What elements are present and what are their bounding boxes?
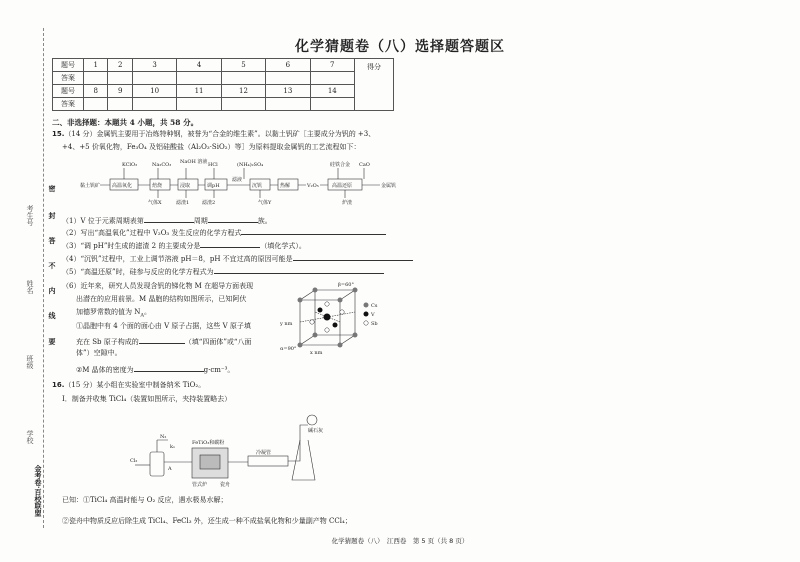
- crystal-cell-diagram: [280, 280, 380, 360]
- section-heading: 二、非选择题：本题共 4 小题，共 58 分。: [52, 118, 199, 127]
- q15-p3-text-b: （填化学式）。: [260, 242, 306, 250]
- seal-char-7: 要: [48, 338, 57, 345]
- q15-p6e-text-b: （填“四面体”或“八面: [184, 338, 252, 346]
- app-a: A: [168, 466, 172, 472]
- label-candidate-no: 考生号: [26, 205, 34, 226]
- step-label: 高温还原: [332, 183, 353, 189]
- app-boat: 瓷舟: [220, 482, 231, 488]
- cell: 14: [310, 85, 354, 98]
- q15-line-2: +4、+5 价氧化物，Fe₃O₄ 及铝硅酸盐（Al₂O₃·SiO₂）等］为原料提取金属钒的工艺流程如下：: [62, 143, 361, 151]
- q15-part-3: [62, 240, 306, 251]
- q16-line-1: [52, 381, 205, 390]
- answer-cell[interactable]: [221, 98, 265, 111]
- table-head: 题号: [53, 59, 84, 72]
- binding-line: [43, 28, 44, 528]
- process-flowchart: [80, 158, 397, 210]
- q15-part-6b: 出潜在的应用前景。M 晶胞的结构如图所示，已知阿伏: [76, 295, 247, 303]
- q16-note-1: 已知：①TiCl₄ 高温时能与 O₂ 反应，遇水极易水解；: [62, 496, 228, 504]
- q15-p3-text: （3）“调 pH”时生成的滤渣 2 的主要成分是: [62, 242, 201, 250]
- app-lime: 碱石灰: [308, 428, 324, 434]
- edge-y: y nm: [280, 321, 293, 327]
- answer-cell[interactable]: [132, 98, 176, 111]
- answer-cell[interactable]: [177, 98, 221, 111]
- answer-cell[interactable]: [266, 98, 310, 111]
- q15-part-6c: 加德罗常数的值为 $N_A$。: [76, 308, 151, 319]
- answer-table: [52, 58, 394, 111]
- blank[interactable]: [208, 215, 258, 223]
- q15-p6c-end: 。: [143, 308, 151, 316]
- q15-part-6e: [76, 336, 251, 347]
- angle-beta: β=60°: [338, 282, 354, 288]
- label-name: 姓名: [26, 280, 34, 294]
- reagent-naoh: NaOH 溶液: [180, 159, 208, 165]
- app-tube: 管式炉: [192, 482, 208, 488]
- label-class: 班级: [26, 355, 34, 369]
- seal-char-4: 不: [48, 262, 57, 269]
- cell: 5: [221, 59, 265, 72]
- q15-p6g-text-b: g·cm⁻³。: [203, 366, 235, 374]
- out-gas-y: 气体Y: [258, 200, 272, 206]
- table-head: 答案: [53, 72, 84, 85]
- flow-start: 黏土钒矿: [80, 183, 101, 189]
- reagent-cao: CaO: [359, 162, 370, 168]
- q15-part-5: [62, 266, 384, 277]
- cell: 3: [132, 59, 176, 72]
- q15-part-6d: ①晶胞中有 4 个面的面心由 V 原子占据，这些 V 原子填: [76, 322, 251, 330]
- cell: 8: [84, 85, 108, 98]
- blank[interactable]: [200, 240, 260, 248]
- reagent-fesi: 硅铁合金: [330, 162, 351, 168]
- answer-cell[interactable]: [266, 72, 310, 85]
- q16-text-1: （15 分）某小组在实验室中制备纳米 TiO₂。: [64, 381, 206, 389]
- answer-cell[interactable]: [108, 72, 132, 85]
- q16-line-2: Ⅰ．制备并收集 TiCl₄（装置如图所示，夹持装置略去）: [62, 395, 232, 403]
- flow-filtrate: 滤液: [232, 177, 243, 183]
- q15-p2-text: （2）写出“高温氧化”过程中 V₂O₃ 发生反应的化学方程式: [62, 229, 242, 237]
- step-label: 热解: [280, 183, 291, 189]
- answer-cell[interactable]: [177, 72, 221, 85]
- reagent-nh4so4: (NH₄)₂SO₄: [237, 162, 264, 168]
- q16-note-2: ②瓷舟中物质反应后除生成 TiCl₄、FeCl₃ 外，还生成一种不成盐氧化物和少量副产物 CCl₄；: [62, 517, 352, 525]
- cell: 1: [84, 59, 108, 72]
- q15-p1-text-b: 周期: [193, 217, 208, 225]
- brand-label: 金考卷·百校联盟: [34, 465, 43, 517]
- answer-cell[interactable]: [310, 98, 354, 111]
- q15-p6e-text: 充在 Sb 原子构成的: [76, 338, 139, 346]
- step-label: 调pH: [207, 183, 220, 189]
- cell: 10: [132, 85, 176, 98]
- q15-p5-text: （5）“高温还原”时，硅参与反应的化学方程式为: [62, 268, 214, 276]
- step-label: 沉钒: [252, 183, 263, 189]
- out-residue-2: 滤渣2: [202, 200, 216, 206]
- out-residue-1: 滤渣1: [176, 200, 190, 206]
- q15-part-6g: [76, 364, 234, 375]
- app-cl2: Cl₂: [130, 458, 138, 464]
- q15-p6c-text: 加德罗常数的值为 N: [76, 308, 141, 316]
- blank[interactable]: [134, 364, 204, 372]
- blank[interactable]: [214, 266, 384, 274]
- label-school: 学校: [26, 430, 34, 444]
- reagent-na2co3: Na₂CO₃: [152, 162, 172, 168]
- app-k1: k₁: [170, 444, 176, 450]
- out-gas-x: 气体X: [148, 200, 162, 206]
- cell: 11: [177, 85, 221, 98]
- q15-part-4: [62, 253, 413, 264]
- q15-text-1: （14 分）金属钒主要用于冶炼特种钢，被誉为“合金的维生素”。以黏土钒矿［主要成分为钒的 +3、: [64, 130, 376, 138]
- table-head: 答案: [53, 98, 84, 111]
- step-label: 焙烧: [152, 183, 163, 189]
- q15-part-2: [62, 227, 386, 238]
- answer-cell[interactable]: [84, 72, 108, 85]
- cell: 2: [108, 59, 132, 72]
- answer-cell[interactable]: [221, 72, 265, 85]
- flow-v2o5: V₂O₅: [307, 183, 319, 189]
- q15-part-1: [62, 215, 272, 226]
- step-label: 高温氧化: [112, 183, 133, 189]
- reagent-kclo3: KClO₃: [122, 162, 138, 168]
- seal-char-5: 内: [48, 287, 57, 294]
- cell: 6: [266, 59, 310, 72]
- cell: 7: [310, 59, 354, 72]
- seal-char-1: 密: [48, 185, 57, 192]
- step-label: 浸取: [180, 183, 191, 189]
- angle-alpha: α=90°: [280, 346, 297, 352]
- edge-x: x nm: [310, 350, 323, 356]
- score-cell: 得分: [355, 59, 394, 111]
- app-mix: FeTiO₃和碳粉: [192, 440, 225, 446]
- blank[interactable]: [139, 336, 185, 344]
- app-cond: 冷凝管: [256, 450, 272, 456]
- cell: 13: [266, 85, 310, 98]
- blank[interactable]: [293, 253, 413, 261]
- q15-p6g-text: ②M 晶体的密度为: [76, 366, 134, 374]
- q15-line-1: [52, 130, 375, 139]
- cell: 12: [221, 85, 265, 98]
- q15-part-6f: 体”）空隙中。: [76, 349, 122, 357]
- page-footer: 化学猜题卷（八） 江西卷 第 5 页（共 8 页）: [331, 537, 469, 545]
- blank[interactable]: [241, 227, 386, 235]
- apparatus-diagram: [130, 410, 330, 488]
- blank[interactable]: [144, 215, 194, 223]
- reagent-hcl: HCl: [208, 162, 218, 168]
- q15-part-6a: （6）近年来，研究人员发现含钒的锑化物 M 在超导方面表现: [62, 282, 254, 290]
- out-slag: 炉渣: [342, 200, 353, 206]
- q16-number: 16.: [52, 381, 65, 389]
- cell: 9: [108, 85, 132, 98]
- answer-cell[interactable]: [84, 98, 108, 111]
- seal-char-6: 线: [48, 312, 57, 319]
- table-head: 题号: [53, 85, 84, 98]
- app-n2: N₂: [160, 434, 167, 440]
- answer-cell[interactable]: [310, 72, 354, 85]
- answer-cell[interactable]: [132, 72, 176, 85]
- seal-char-2: 封: [48, 212, 57, 219]
- seal-char-3: 答: [48, 237, 57, 244]
- q15-p4-text: （4）“沉钒”过程中，工业上调节溶液 pH＝8，pH 不宜过高的原因可能是: [62, 255, 293, 263]
- page-title: 化学猜题卷（八）选择题答题区: [295, 39, 505, 55]
- legend-cs: Cs: [371, 303, 378, 309]
- q15-p1-text: （1）V 位于元素周期表第: [62, 217, 144, 225]
- legend-sb: Sb: [371, 321, 378, 327]
- cell: 4: [177, 59, 221, 72]
- q15-p1-text-c: 族。: [257, 217, 272, 225]
- atoms: [298, 288, 358, 348]
- answer-cell[interactable]: [108, 98, 132, 111]
- q15-number: 15.: [52, 130, 65, 138]
- flow-end: 金属钒: [381, 183, 397, 189]
- legend-v: V: [371, 312, 375, 318]
